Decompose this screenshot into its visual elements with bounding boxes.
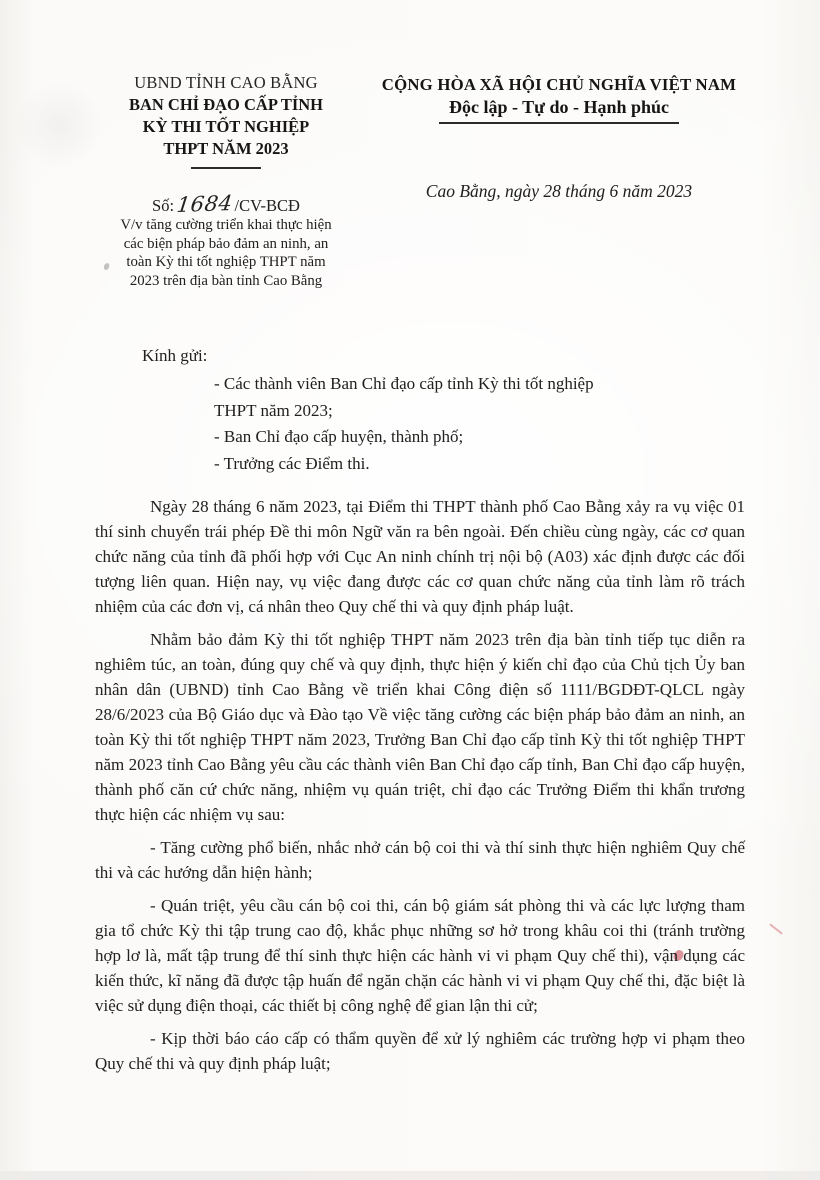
red-scratch-mark xyxy=(769,923,783,934)
recipient-line: THPT năm 2023; xyxy=(214,400,333,420)
org-name-line: KỲ THI TỐT NGHIỆP xyxy=(142,117,310,136)
body-paragraph: - Kịp thời báo cáo cấp có thẩm quyền để xử lý nghiêm các trường hợp vi phạm theo Quy chế thi và quy định pháp luật; xyxy=(95,1029,745,1073)
body-paragraph: Ngày 28 tháng 6 năm 2023, tại Điểm thi THPT thành phố Cao Bằng xảy ra vụ việc 01 thí sinh chuyển trái phép Đề thi môn Ngữ văn ra bên ngoài. Đến chiều cùng ngày, các cơ quan chức năng của tỉnh đã phối hợp với Cục An ninh chính trị nội bộ (A03) xác định được các đối tượng liên quan. Hiện nay, vụ việc đang được các cơ quan chức năng của tỉnh làm rõ trách nhiệm của các đơn vị, cá nhân theo Quy chế thi và quy định pháp luật. xyxy=(95,497,745,616)
recipient-list xyxy=(214,371,734,477)
scan-smudge xyxy=(14,80,104,170)
salutation-label: Kính gửi: xyxy=(142,346,208,365)
issuing-authority-block xyxy=(101,72,351,169)
document-number-suffix: /CV-BCĐ xyxy=(234,196,300,215)
recipient-line: - Các thành viên Ban Chỉ đạo cấp tỉnh Kỳ thi tốt nghiệp xyxy=(214,374,594,393)
subject-line: 2023 trên địa bàn tỉnh Cao Bằng xyxy=(129,272,323,289)
body-paragraph: Nhằm bảo đảm Kỳ thi tốt nghiệp THPT năm 2023 trên địa bàn tỉnh tiếp tục diễn ra nghiêm túc, an toàn, đúng quy chế và quy định, thực hiện ý kiến chỉ đạo của Chủ tịch Ủy ban nhân dân (UBND) tỉnh Cao Bằng về triển khai Công điện số 1111/BGDĐT-QLCL ngày 28/6/2023 của Bộ Giáo dục và Đào tạo Về việc tăng cường các biện pháp bảo đảm an ninh, an toàn Kỳ thi tốt nghiệp THPT năm 2023, Trưởng Ban Chỉ đạo cấp tỉnh Kỳ thi tốt nghiệp THPT năm 2023 tỉnh Cao Bằng yêu cầu các thành viên Ban Chỉ đạo cấp tỉnh, Ban Chỉ đạo cấp huyện, thành phố căn cứ chức năng, nhiệm vụ quán triệt, chỉ đạo các Trưởng Điểm thi khẩn trương thực hiện các nhiệm vụ sau: xyxy=(95,630,745,824)
scan-edge-shadow xyxy=(0,1171,820,1180)
letter-body xyxy=(95,494,745,1084)
handwritten-number: 1684 xyxy=(175,191,235,217)
national-header-block xyxy=(361,74,757,124)
motto-underline xyxy=(439,122,679,124)
parent-org-name: UBND TỈNH CAO BẰNG xyxy=(134,73,318,92)
document-subject xyxy=(103,216,349,290)
recipient-line: - Ban Chỉ đạo cấp huyện, thành phố; xyxy=(214,427,464,447)
place-date-line: Cao Bằng, ngày 28 tháng 6 năm 2023 xyxy=(425,181,693,201)
org-underline xyxy=(191,167,261,169)
body-paragraph: - Quán triệt, yêu cầu cán bộ coi thi, cán bộ giám sát phòng thi và các lực lượng tham gia tổ chức Kỳ thi tập trung cao độ, khắc phục những sơ hở trong khâu coi thi (tránh trường hợp lơ là, mất tập trung để thí sinh thực hiện các hành vi vi phạm Quy chế thi), vận dụng các kiến thức, kĩ năng đã được tập huấn để ngăn chặn các hành vi vi phạm Quy chế thi, đặc biệt là việc sử dụng điện thoại, các thiết bị công nghệ để gian lận thi cử; xyxy=(95,896,745,1015)
national-motto: Độc lập - Tự do - Hạnh phúc xyxy=(448,97,670,117)
subject-line: V/v tăng cường triển khai thực hiện xyxy=(120,217,332,233)
org-name-line: THPT NĂM 2023 xyxy=(163,139,289,158)
recipient-line: - Trưởng các Điểm thi. xyxy=(214,453,370,473)
body-paragraph: - Tăng cường phổ biến, nhắc nhở cán bộ coi thi và thí sinh thực hiện nghiêm Quy chế thi và các hướng dẫn hiện hành; xyxy=(95,838,745,882)
document-number-label: Số: xyxy=(152,196,175,215)
org-name-line: BAN CHỈ ĐẠO CẤP TỈNH xyxy=(128,95,324,114)
subject-line: toàn Kỳ thi tốt nghiệp THPT năm xyxy=(126,254,326,270)
subject-line: các biện pháp bảo đảm an ninh, an xyxy=(123,235,329,252)
national-title: CỘNG HÒA XÃ HỘI CHỦ NGHĨA VIỆT NAM xyxy=(381,75,737,94)
document-number xyxy=(101,192,351,216)
